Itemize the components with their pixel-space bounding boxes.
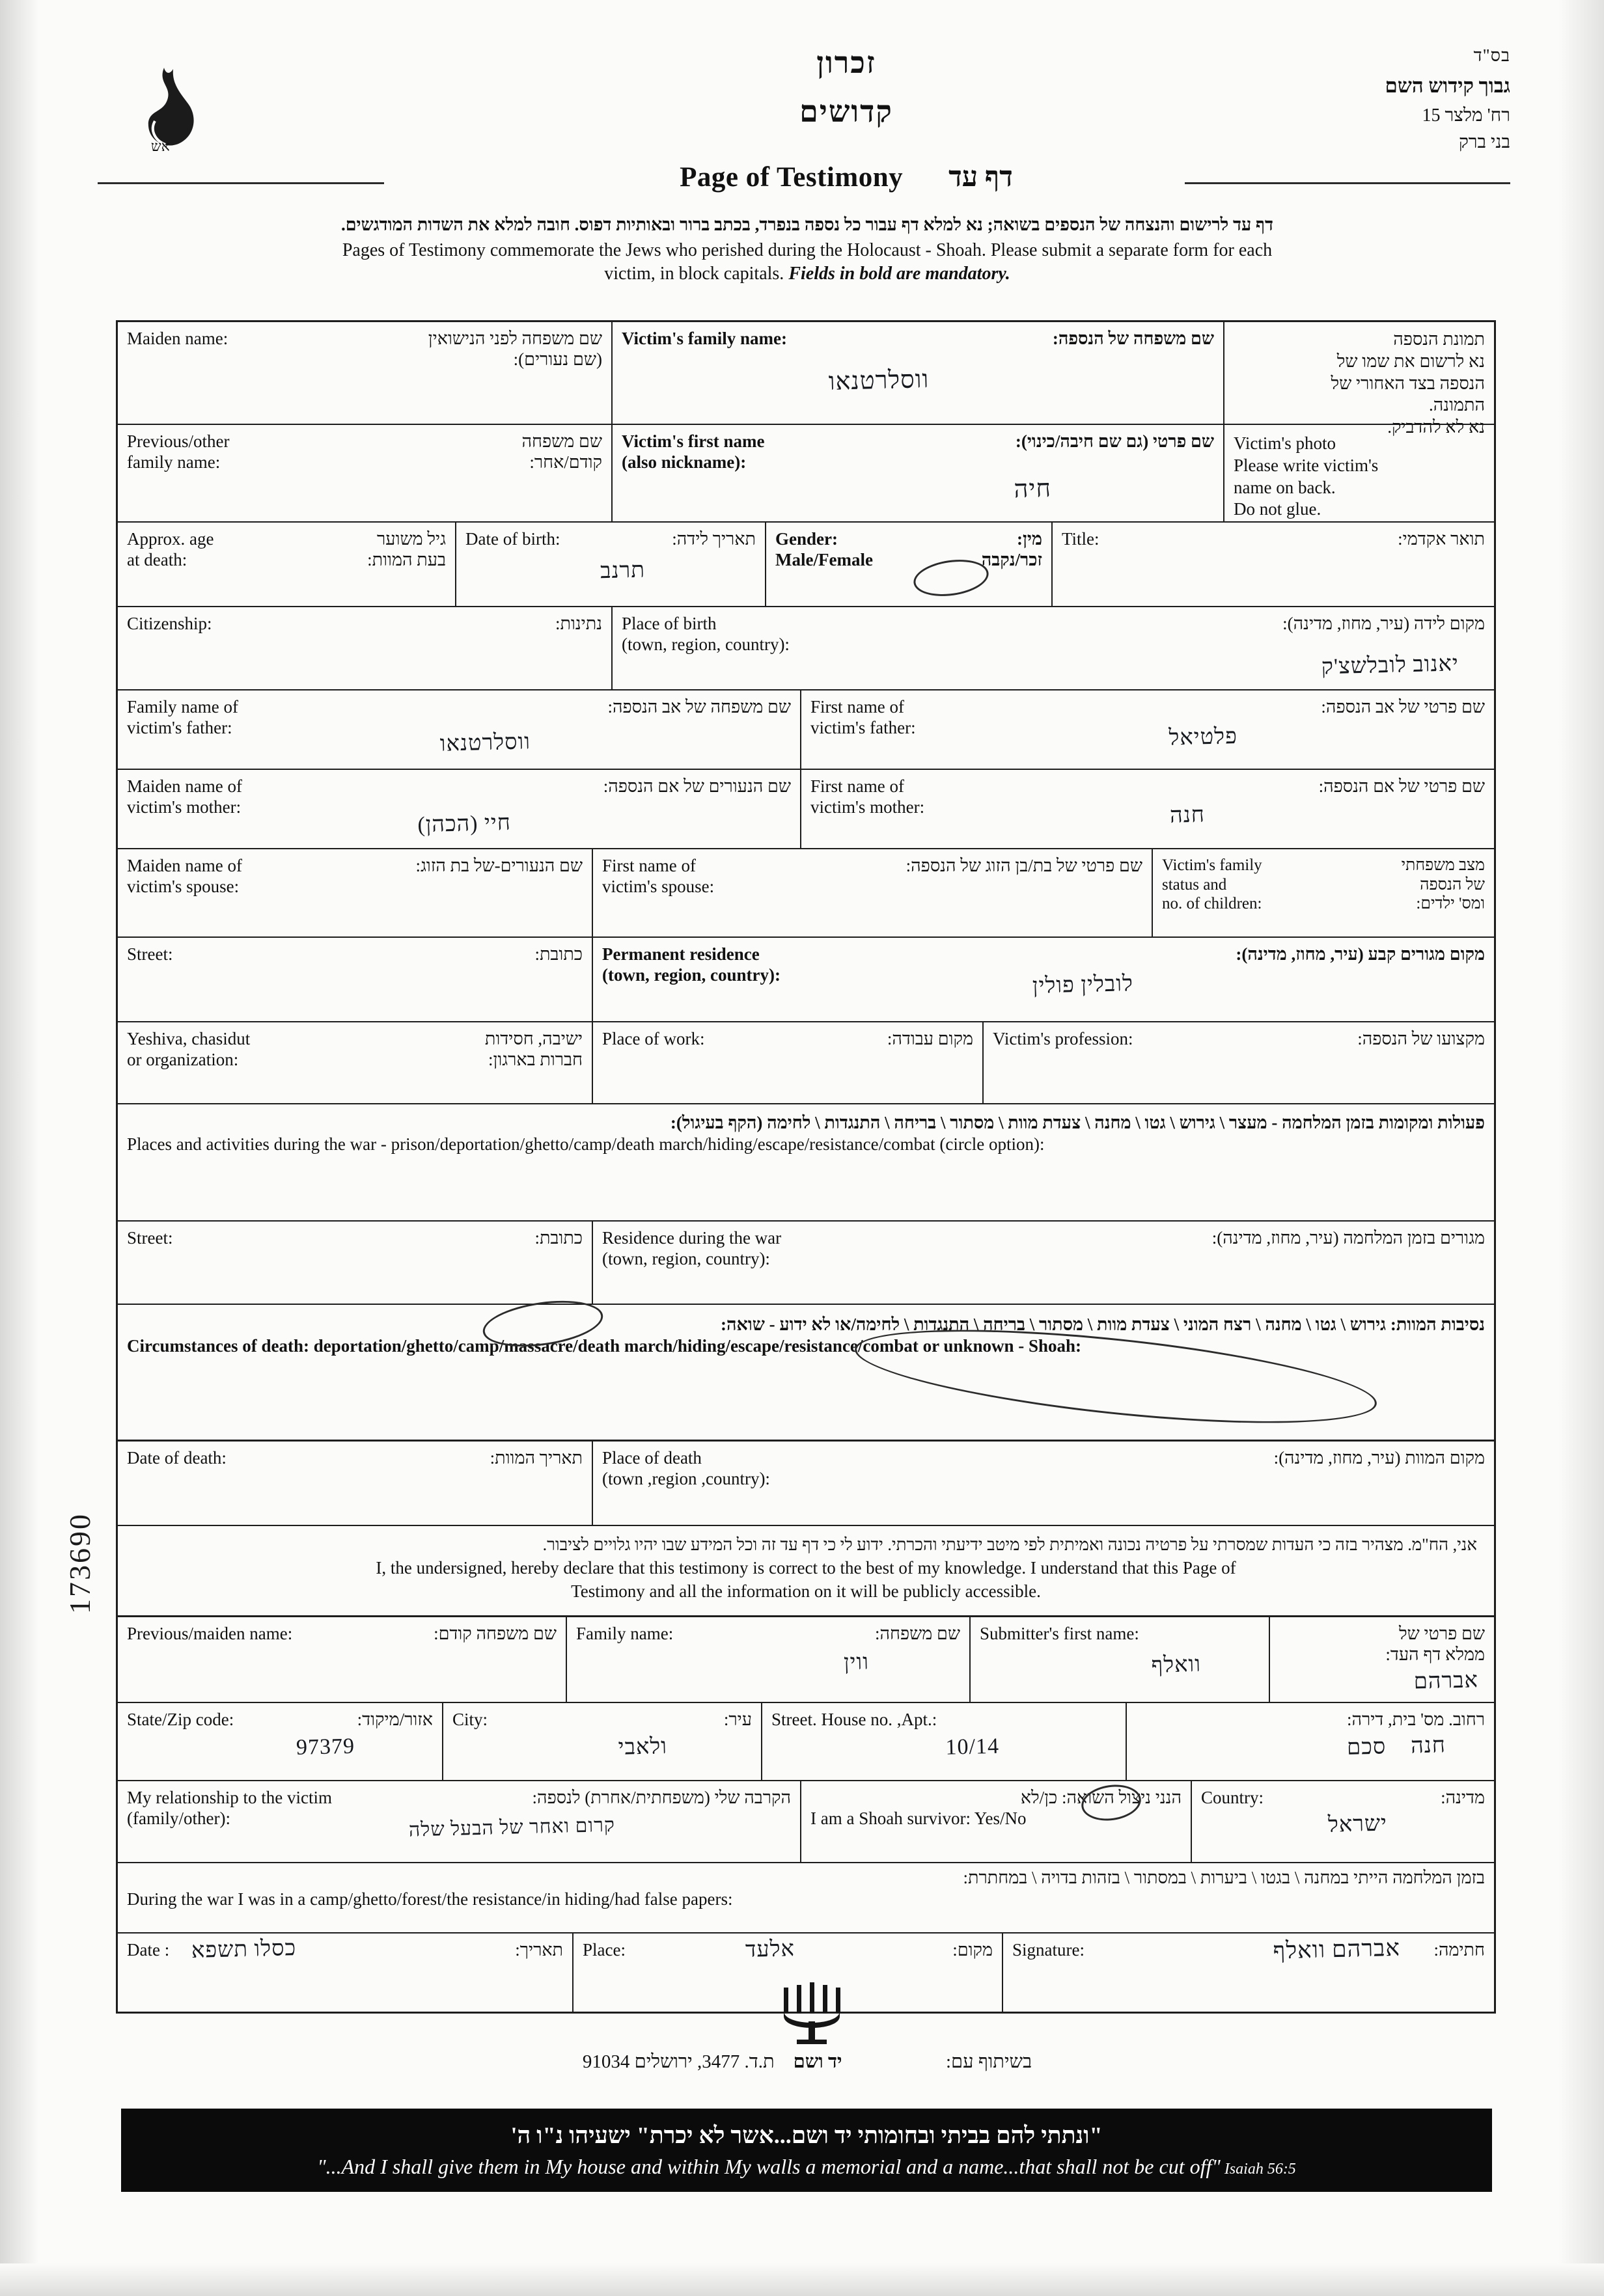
gender-label-he [982,529,1042,571]
war-activities-label-en: Places and activities during the war - prison/deportation/ghetto/camp/death march/hiding/escape/resistance/combat (circle option): [127,1134,1045,1154]
country-label-en: Country: [1201,1788,1264,1807]
family-status-label-he-1: מצב משפחתי [1401,856,1485,874]
field-father-first-name[interactable] [801,690,1494,769]
citizenship-label-en: Citizenship: [127,614,212,633]
document-header [98,46,1510,208]
relationship-label-he: הקרבה שלי (משפחתית/אחרת) לנספה: [532,1788,791,1807]
field-war-activities[interactable] [118,1104,1494,1220]
scan-edge-bottom [0,2263,1604,2296]
field-title[interactable] [1053,523,1494,606]
field-citizenship[interactable] [118,607,613,689]
date-value: כסלו תשפא [191,1936,297,1963]
place-value: אלעד [745,1937,795,1962]
family-status-label-en-1: Victim's family [1162,856,1262,874]
yeshiva-label-en-2: or organization: [127,1049,239,1069]
mother-maiden-label-en-1: Maiden name of [127,776,242,796]
birthplace-label-en-1: Place of birth [622,614,717,633]
sub-family-value: ווין [843,1650,870,1675]
banner-english-text: "...And I shall give them in My house and within My walls a memorial and a name...that shall not be cut off" [317,2155,1221,2178]
state-zip-label-en: State/Zip code: [127,1710,234,1729]
field-mother-first-name[interactable] [801,770,1494,848]
field-street-house-he[interactable] [1127,1703,1494,1780]
intro-english-1: Pages of Testimony commemorate the Jews who perished during the Holocaust - Shoah. Please submit a separate form for each [342,240,1273,260]
sub-first-value: וואלף [1151,1652,1202,1678]
death-circumstances-label-he: נסיבות המוות: גירוש \ גטו \ מחנה \ רצח המוני \ צעדת מוות \ מסתור \ בריחה \ התנגדות \ לחימה/או לא ידוע - שואה: [721,1315,1485,1334]
spouse-maiden-label-en [127,856,242,897]
field-date[interactable] [118,1934,574,2012]
family-status-label-en-2: status and [1162,875,1227,894]
date-label-en: Date : [127,1940,170,1960]
war-street-label-he: כתובת: [534,1228,583,1248]
street-house-value-2 [1136,1733,1446,1766]
field-family-status[interactable] [1153,849,1494,936]
country-label-he: מדינה: [1441,1788,1485,1807]
field-maiden-name[interactable] [118,322,613,424]
intro-english-2 [98,264,1517,284]
yeshiva-label-he-1: ישיבה, חסידות [484,1029,583,1048]
previous-family-label-he-2: קודם/אחר: [529,452,602,472]
mother-maiden-value: חיי (הכהן) [417,810,512,838]
victim-family-name-label-en: Victim's family name: [622,329,787,348]
field-country[interactable] [1192,1781,1494,1862]
mother-first-value: חנה [1169,802,1206,828]
title-block [553,46,1139,193]
dob-label-he: תאריך לידה: [672,529,756,549]
flame-logo-icon [117,59,221,163]
row-spouse-status [118,849,1494,938]
survivor-label-en: I am a Shoah survivor: Yes/No [810,1808,1027,1828]
sub-family-label-he: שם משפחה: [875,1624,960,1643]
residence-label-he: מקום מגורים קבע (עיר, מחוז, מדינה): [1236,944,1485,964]
citizenship-label-he: נתינות: [555,614,602,633]
row-death-circumstances [118,1305,1494,1442]
place-of-death-label-he: מקום המוות (עיר, מחוז, מדינה): [1273,1448,1485,1468]
spouse-first-label-en-1: First name of [602,856,696,875]
scan-edge-left [0,0,39,2296]
field-approx-age[interactable] [118,523,456,606]
yad-vashem-logo-icon [775,1982,866,2048]
row-mother [118,770,1494,849]
field-profession[interactable] [984,1022,1494,1103]
field-war-residence[interactable] [593,1222,1494,1304]
birthplace-label-en-2: (town, region, country): [622,634,790,654]
row-submitter-war-status [118,1863,1494,1934]
age-label-he-2: בעת המוות: [367,549,446,569]
row-declaration [118,1526,1494,1617]
gender-label-he-1: מין: [1017,529,1042,549]
sub-prev-label-en: Previous/maiden name: [127,1624,293,1643]
sub-first-label-he-2: ממלא דף העד: [1385,1644,1485,1664]
dob-label-en: Date of birth: [465,529,560,549]
footer-partner-label: בשיתוף עם: [946,2051,1032,2072]
street-label-en: Street: [127,944,173,964]
previous-family-label-he [522,431,603,473]
previous-family-label-en-1: Previous/other [127,431,230,451]
declaration-block [118,1526,1494,1615]
field-father-family-name[interactable] [118,690,801,769]
street-house-value-2-inner: סכם [1346,1734,1387,1760]
sub-first-label-en: Submitter's first name: [980,1624,1139,1643]
photo-instructions-en: Victim's photo Please write victim's name on back. Do not glue. [1234,433,1379,519]
residence-label-en-2: (town, region, country): [602,964,781,985]
age-label-he-1: גיל משוער [377,529,446,549]
organization-city: בני ברק [1458,132,1510,152]
relationship-label-en-2: (family/other): [127,1808,230,1828]
field-yeshiva[interactable] [118,1022,593,1103]
dob-value: תרנב [600,558,646,584]
victim-family-name-value: ווסלרטנאו [828,365,930,396]
photo-instructions [1224,322,1494,437]
place-label-en: Place: [583,1940,626,1960]
mother-first-label-en-1: First name of [810,776,904,796]
sub-first-label-he [1385,1624,1485,1665]
country-value: ישראל [1327,1811,1388,1837]
father-family-label-en-2: victim's father: [127,717,232,737]
signature-value: אברהם וואלף [1273,1934,1401,1964]
field-gender[interactable] [766,523,1053,606]
field-submitter-label[interactable] [1270,1617,1494,1702]
family-status-label-en-3: no. of children: [1162,895,1262,912]
gender-label-en-2: Male/Female [775,549,873,569]
date-label-he: תאריך: [515,1940,563,1960]
field-submitter-first-name[interactable] [971,1617,1270,1702]
profession-label-en: Victim's profession: [993,1029,1133,1048]
residence-label-en-1: Permanent residence [602,944,760,964]
mother-first-label-en-2: victim's mother: [810,797,925,817]
row-family-name [118,322,1494,437]
street-house-value-3: חנה [1410,1733,1446,1758]
place-of-death-label-en-2: (town ,region ,country): [602,1468,770,1488]
row-age-dob-gender [118,523,1494,607]
organization-name: גבוך קידוש השם [1385,74,1510,97]
spouse-maiden-label-en-2: victim's spouse: [127,876,240,896]
intro-english-2a: victim, in block capitals. [604,264,789,284]
maiden-name-label-he-1: שם משפחה לפני הנישואין [428,329,602,348]
banner-hebrew-quote: "ונתתי להם בביתי ובחומותי יד ושם...אשר לא יכרת" ישעיהו נ"ו ה' [510,2122,1103,2148]
row-war-residence [118,1222,1494,1305]
field-shoah-survivor[interactable] [801,1781,1192,1862]
field-date-of-death[interactable] [118,1442,593,1525]
memorial-quote-banner [121,2109,1492,2192]
father-first-label-en-1: First name of [810,697,904,717]
photo-instructions-en-cell [1224,425,1494,521]
relationship-value: קרום ואחר של הבעל שלה [408,1814,616,1841]
intro-instructions [98,215,1517,284]
mother-maiden-label-en [127,776,242,818]
gender-circle-mark [911,555,991,601]
family-status-label-he-3: ומס' ילדים: [1416,895,1485,912]
field-street-house[interactable] [762,1703,1127,1780]
yad-vashem-address: ת.ד. 3477, ירושלים 91034 [582,2051,775,2072]
birthplace-label-he: מקום לידה (עיר, מחוז, מדינה): [1282,614,1485,633]
header-rule-left [98,182,384,184]
gender-label-en [775,529,873,571]
field-submitter-war-status[interactable] [118,1863,1494,1932]
father-family-label-en [127,697,238,739]
relationship-label-en-1: My relationship to the victim [127,1788,332,1807]
spouse-maiden-label-en-1: Maiden name of [127,856,242,875]
field-submitter-previous-name[interactable] [118,1617,567,1702]
declaration-english-2: Testimony and all the information on it will be publicly accessible. [571,1581,1041,1601]
mother-first-label-he: שם פרטי של אם הנספה: [1318,776,1485,796]
street-house-value-1: 10/14 [945,1734,1000,1760]
place-of-death-label-en [602,1448,770,1490]
field-relationship[interactable] [118,1781,801,1862]
field-signature[interactable] [1003,1934,1494,2012]
mother-maiden-label-he: שם הנעורים של אם הנספה: [603,776,791,796]
zikaron-text: זכרון [816,46,876,79]
street-house-label-he: רחוב. מס' בית, דירה: [1346,1710,1485,1729]
war-residence-label-he: מגורים בזמן המלחמה (עיר, מחוז, מדינה): [1211,1228,1485,1248]
field-city[interactable] [443,1703,762,1780]
field-death-circumstances[interactable] [118,1305,1494,1440]
signature-label-en: Signature: [1012,1940,1085,1960]
victim-family-name-label-he: שם משפחה של הנספה: [1052,329,1214,348]
sub-prev-label-he: שם משפחה קודם: [434,1624,557,1643]
death-circumstances-label-en: Circumstances of death: deportation/ghetto/camp/massacre/death march/hiding/escape/resistance/combat or unknown - Shoah: [127,1335,1082,1356]
birthplace-label-en [622,614,790,655]
previous-family-label-en-2: family name: [127,452,221,472]
field-date-of-birth[interactable] [456,523,766,606]
svg-text:אש: אש [151,138,170,154]
profession-label-he: מקצועו של הנספה: [1357,1029,1485,1048]
family-status-label-en [1162,856,1262,914]
city-value: ולאבי [618,1734,668,1760]
footer-partner-line [117,2051,1497,2073]
age-label-en-2: at death: [127,549,187,569]
war-activities-label-he: פעולות ומקומות בזמן המלחמה - מעצר \ גירוש \ גטו \ מחנה \ צעדת מוות \ מסתור \ בריחה \ התנגדות \ לחימה (הקף בעיגול): [670,1113,1485,1132]
header-rule-right [1185,182,1510,184]
declaration-hebrew: אני, הח"מ. מצהיר בזה כי העדות שמסרתי על פרטיה נכונה ואמיתית לפי מיטב ידיעתי והכרתי. ידוע לי כי דף עד זה וכל המידע שבו יהיו גלויים לציבור. [542,1535,1477,1554]
row-first-name [118,425,1494,523]
field-victim-first-name[interactable] [613,425,1224,521]
war-residence-label-en [602,1228,781,1270]
row-death-date-place [118,1442,1494,1526]
field-street[interactable] [118,938,593,1021]
archive-side-number: 173690 [63,1512,96,1614]
sub-first-label-he-1: שם פרטי של [1398,1624,1485,1643]
page-title-hebrew: דף עד [948,162,1013,193]
row-relationship-survivor [118,1781,1494,1863]
spouse-first-label-en [602,856,714,897]
row-citizenship-birthplace [118,607,1494,690]
field-spouse-maiden-name[interactable] [118,849,593,936]
yad-vashem-name: יד ושם [793,2051,842,2072]
title-label-he: תואר אקדמי: [1398,529,1485,549]
field-submitter-family-name[interactable] [567,1617,971,1702]
previous-family-label-he-1: שם משפחה [521,431,602,451]
survivor-label-he: הנני ניצול השואה: כן/לא [1020,1788,1182,1807]
maiden-name-label-en: Maiden name: [127,329,228,348]
field-state-zip[interactable] [118,1703,443,1780]
spouse-first-label-en-2: victim's spouse: [602,876,715,896]
maiden-name-label-he [428,329,602,370]
signature-label-he: חתימה: [1433,1940,1485,1960]
field-spouse-first-name[interactable] [593,849,1153,936]
date-of-death-label-en: Date of death: [127,1448,227,1468]
field-war-street[interactable] [118,1222,593,1304]
sub-family-label-en: Family name: [576,1624,674,1643]
sub-first-value-2: אברהם [1413,1667,1479,1694]
father-first-label-en-2: victim's father: [810,717,916,737]
gender-label-he-2: זכר/נקבה [981,549,1042,569]
residence-value: לובלין פולין [1032,971,1134,998]
declaration-english-1: I, the undersigned, hereby declare that this testimony is correct to the best of my knowledge. I understand that this Page of [376,1558,1236,1578]
organization-block [1146,46,1510,153]
spouse-maiden-label-he: שם הנעורים-של בת הזוג: [415,856,583,875]
father-family-label-he: שם משפחה של אב הנספה: [607,697,791,717]
organization-address: רח' מלצר 15 [1422,105,1510,126]
testimony-form [116,320,1496,2014]
row-war-activities [118,1104,1494,1222]
father-family-label-en-1: Family name of [127,697,238,717]
intro-hebrew: דף עד לרישום והנצחה של הנספים בשואה; נא למלא דף עבור כל נספה בנפרד, בכתב ברור ובאותיות דפוס. חובה למלא את השדות המודגשים. [340,215,1274,234]
page-title-english: Page of Testimony [680,162,904,193]
bsd-text: בס"ד [1473,46,1510,65]
field-permanent-residence[interactable] [593,938,1494,1021]
date-of-death-label-he: תאריך המוות: [490,1448,583,1468]
state-zip-value: 97379 [296,1734,355,1760]
scan-edge-right [1558,0,1604,2296]
age-label-en-1: Approx. age [127,529,214,549]
victim-first-name-label-he: שם פרטי (גם שם חיבה/כינוי): [1015,431,1214,451]
intro-english-bold: Fields in bold are mandatory. [788,264,1010,284]
state-zip-label-he: אזור/מיקוד: [357,1710,433,1729]
birthplace-value: יאנוב לובלשצ'ק [1321,651,1459,679]
victim-first-name-label-en-2: (also nickname): [622,452,747,472]
gender-label-en-1: Gender: [775,529,838,549]
field-mother-maiden-name[interactable] [118,770,801,848]
father-first-value: פלטיאל [1168,724,1238,750]
banner-english-quote [317,2155,1296,2179]
yeshiva-label-en [127,1029,250,1071]
place-label-he: מקום: [952,1940,993,1960]
title-label-en: Title: [1062,529,1099,549]
war-status-label-en: During the war I was in a camp/ghetto/forest/the resistance/in hiding/had false papers: [127,1889,733,1909]
war-residence-label-en-1: Residence during the war [602,1228,782,1248]
row-permanent-residence [118,938,1494,1022]
street-house-label-en: Street. House no. ,Apt.: [771,1710,937,1729]
maiden-name-label-he-2: (שם נעורים): [513,349,602,369]
father-first-label-he: שם פרטי של אב הנספה: [1321,697,1485,717]
yeshiva-label-he [485,1029,583,1071]
spouse-first-label-he: שם פרטי של בת/בן הזוג של הנספה: [906,856,1142,875]
family-status-label-he [1402,856,1485,914]
row-submitter-names [118,1617,1494,1703]
family-status-label-he-2: של הנספה [1420,875,1485,894]
victim-first-name-label-en-1: Victim's first name [622,431,765,451]
age-label-he [367,529,446,571]
row-father [118,690,1494,770]
yeshiva-label-he-2: חברות בארגון: [488,1049,583,1069]
age-label-en [127,529,214,571]
city-label-en: City: [452,1710,488,1729]
war-residence-label-en-2: (town, region, country): [602,1248,770,1268]
city-label-he: עיר: [723,1710,752,1729]
victim-first-name-value: חיה [1014,474,1052,504]
victim-first-name-label-en [622,431,764,473]
war-street-label-en: Street: [127,1228,173,1248]
banner-reference: Isaiah 56:5 [1220,2161,1296,2178]
war-status-label-he: בזמן המלחמה הייתי במחנה \ בגטו \ ביערות \ במסתור \ בזהות בדויה \ במחתרת: [963,1868,1485,1887]
previous-family-label-en [127,431,229,473]
street-label-he: כתובת: [534,944,583,964]
place-of-death-label-en-1: Place of death [602,1448,702,1468]
field-place-of-birth[interactable] [613,607,1494,689]
field-place-of-work[interactable] [593,1022,984,1103]
mother-maiden-label-en-2: victim's mother: [127,797,242,817]
row-yeshiva-work [118,1022,1494,1104]
photo-instructions-he: תמונת הנספה נא לרשום את שמו של הנספה בצד האחורי של התמונה. נא לא להדביק. [1331,329,1485,437]
field-place-of-death[interactable] [593,1442,1494,1525]
residence-label-en [602,944,781,986]
yeshiva-label-en-1: Yeshiva, chasidut [127,1029,251,1048]
field-victim-family-name[interactable] [613,322,1224,424]
row-submitter-address [118,1703,1494,1781]
field-previous-family-name[interactable] [118,425,613,521]
workplace-label-he: מקום עבודה: [887,1029,973,1048]
kedoshim-text: קדושים [799,95,893,128]
father-family-value: ווסלרטנאו [439,730,531,756]
workplace-label-en: Place of work: [602,1029,705,1048]
